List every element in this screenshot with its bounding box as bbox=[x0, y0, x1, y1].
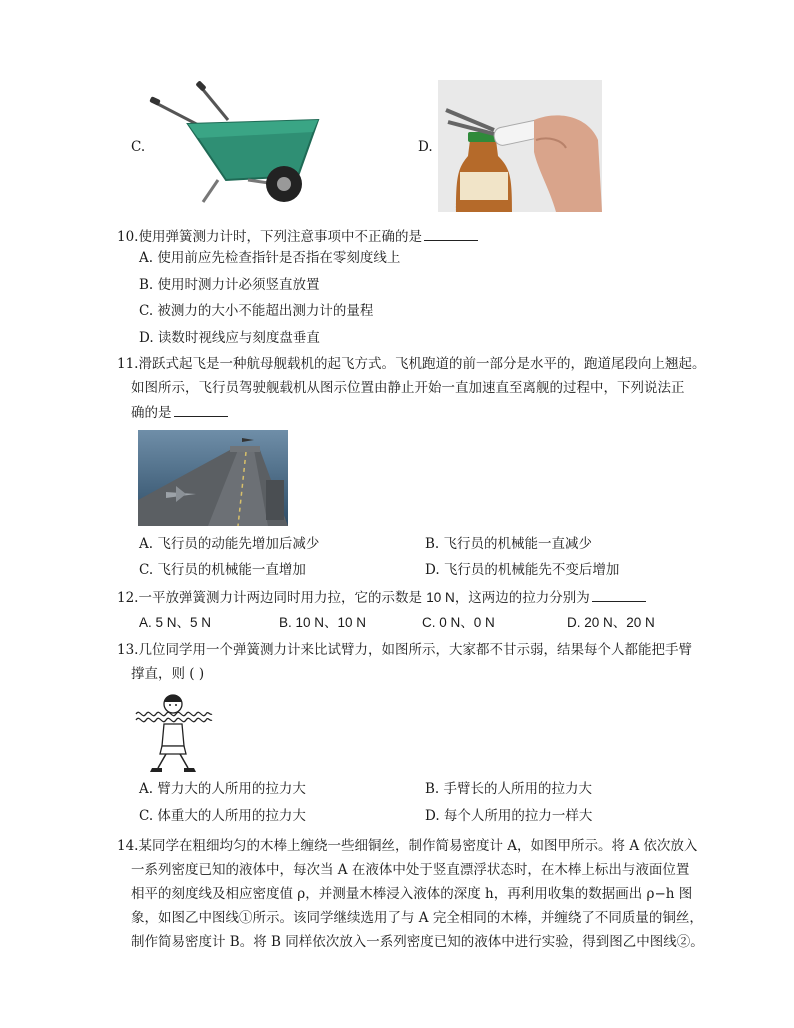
q12-stem bbox=[117, 587, 646, 608]
q13-number: 13. bbox=[117, 642, 139, 658]
q10-stem-text: 使用弹簧测力计时，下列注意事项中不正确的是 bbox=[138, 229, 422, 245]
q11-number: 11. bbox=[117, 356, 139, 372]
q12-option-b[interactable]: B. 10 N、10 N bbox=[279, 615, 367, 630]
q14-stem-line-4: 象，如图乙中图线①所示。该同学继续选用了与 A 完全相同的木棒，并缠绕了不同质量的铜丝， bbox=[131, 910, 703, 926]
q14-stem-line-3: 相平的刻度线及相应密度值 ρ，并测量木棒浸入液体的深度 h，再利用收集的数据画出 ρ−h 图 bbox=[131, 886, 693, 902]
q10-option-b[interactable]: B. 使用时测力计必须竖直放置 bbox=[139, 277, 320, 293]
q11-stem-line-2: 如图所示，飞行员驾驶舰载机从图示位置由静止开始一直加速直至离舰的过程中，下列说法正 bbox=[131, 380, 685, 396]
q12-option-c[interactable]: C. 0 N、0 N bbox=[422, 615, 495, 630]
q11-stem-text-3: 确的是 bbox=[131, 405, 172, 421]
q11-option-c[interactable]: C. 飞行员的机械能一直增加 bbox=[139, 562, 306, 578]
q10-number: 10. bbox=[117, 229, 139, 245]
q11-stem-line-3 bbox=[131, 402, 228, 423]
q14-stem-line-2: 一系列密度已知的液体中，每次当 A 在液体中处于竖直漂浮状态时，在木棒上标出与液面位置 bbox=[131, 862, 690, 878]
q11-option-b[interactable]: B. 飞行员的机械能一直减少 bbox=[425, 536, 593, 552]
q11-stem-text-1: 滑跃式起飞是一种航母舰载机的起飞方式。飞机跑道的前一部分是水平的，跑道尾段向上翘起。 bbox=[138, 356, 706, 372]
q10-option-a[interactable]: A. 使用前应先检查指针是否指在零刻度线上 bbox=[139, 250, 401, 266]
q14-stem-line-5: 制作简易密度计 B。将 B 同样依次放入一系列密度已知的液体中进行实验，得到图乙中图线②。 bbox=[131, 934, 704, 950]
aircraft-carrier-photo bbox=[138, 430, 288, 526]
q13-option-b[interactable]: B. 手臂长的人所用的拉力大 bbox=[425, 781, 593, 797]
q13-option-a[interactable]: A. 臂力大的人所用的拉力大 bbox=[139, 781, 306, 797]
option-c-label: C. bbox=[131, 139, 146, 155]
q10-stem bbox=[117, 226, 478, 247]
q12-option-a[interactable]: A. 5 N、5 N bbox=[139, 615, 212, 630]
q12-stem-text-a: 一平放弹簧测力计两边同时用力拉，它的示数是 bbox=[138, 590, 427, 606]
q10-option-d[interactable]: D. 读数时视线应与刻度盘垂直 bbox=[139, 330, 320, 346]
q11-answer-blank[interactable] bbox=[174, 402, 228, 417]
person-stretching-spring-icon bbox=[132, 690, 214, 774]
q10-answer-blank[interactable] bbox=[424, 226, 478, 241]
q14-number: 14. bbox=[117, 838, 139, 854]
bottle-opener-icon bbox=[438, 80, 602, 212]
q12-stem-text-b: ，这两边的拉力分别为 bbox=[454, 590, 590, 606]
q10-option-c[interactable]: C. 被测力的大小不能超出测力计的量程 bbox=[139, 303, 374, 319]
q11-option-a[interactable]: A. 飞行员的动能先增加后减少 bbox=[139, 536, 320, 552]
q12-option-d[interactable]: D. 20 N、20 N bbox=[567, 615, 655, 630]
wheelbarrow-icon bbox=[148, 80, 328, 206]
q12-number: 12. bbox=[117, 590, 139, 606]
q13-stem-line-2[interactable]: 撑直，则 ( ) bbox=[131, 666, 205, 682]
q12-stem-value: 10 N bbox=[426, 590, 455, 605]
q13-option-d[interactable]: D. 每个人所用的拉力一样大 bbox=[425, 808, 593, 824]
q11-stem-line-1 bbox=[117, 354, 705, 374]
q13-stem-line-1 bbox=[117, 640, 692, 660]
q11-option-d[interactable]: D. 飞行员的机械能先不变后增加 bbox=[425, 562, 620, 578]
q12-answer-blank[interactable] bbox=[592, 587, 646, 602]
q13-stem-text-1: 几位同学用一个弹簧测力计来比试臂力，如图所示，大家都不甘示弱，结果每个人都能把手臂 bbox=[138, 642, 692, 658]
q13-option-c[interactable]: C. 体重大的人所用的拉力大 bbox=[139, 808, 306, 824]
q14-stem-line-1 bbox=[117, 836, 697, 856]
option-d-label: D. bbox=[418, 139, 433, 155]
q14-stem-text-1: 某同学在粗细均匀的木棒上缠绕一些细铜丝，制作简易密度计 A，如图甲所示。将 A 依次放入 bbox=[138, 838, 698, 854]
